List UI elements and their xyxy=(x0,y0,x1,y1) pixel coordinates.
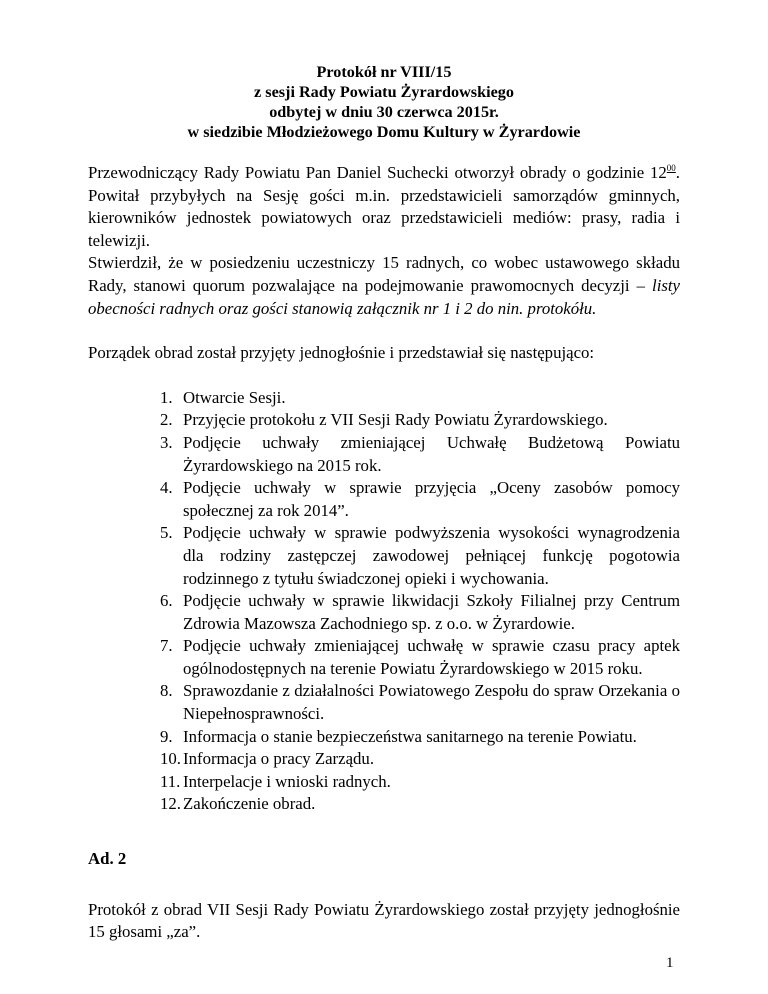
attendance-note: listy obecności radnych oraz gości stanowią załącznik nr 1 i 2 do nin. protokółu. xyxy=(88,275,680,318)
agenda-item xyxy=(88,793,680,816)
session-name: z sesji Rady Powiatu Żyrardowskiego xyxy=(254,83,514,101)
agenda-item xyxy=(88,771,680,794)
agenda-item xyxy=(88,432,680,477)
agenda-item-text: Informacja o pracy Zarządu. xyxy=(183,749,375,769)
opening-minutes: 00 xyxy=(666,163,676,173)
protocol-number: Protokół nr VIII/15 xyxy=(316,63,452,81)
agenda-item xyxy=(88,522,680,590)
agenda-item-number: 7. xyxy=(160,636,173,656)
section-body: Protokół z obrad VII Sesji Rady Powiatu Żyrardowskiego został przyjęty jednogłośnie 15 głosami „za”. xyxy=(88,899,680,942)
agenda-item xyxy=(88,748,680,771)
section-heading: Ad. 2 xyxy=(88,849,127,869)
agenda-item-number: 3. xyxy=(160,432,173,452)
agenda-item xyxy=(88,409,680,432)
agenda-item-text: Przyjęcie protokołu z VII Sesji Rady Powiatu Żyrardowskiego. xyxy=(183,410,608,430)
agenda-item-number: 1. xyxy=(160,387,173,407)
agenda-item-number: 8. xyxy=(160,681,173,701)
document-page xyxy=(88,62,680,944)
agenda-item-text: Sprawozdanie z działalności Powiatowego Zespołu do spraw Orzekania o Niepełnosprawności. xyxy=(183,681,680,724)
agenda-item-text: Zakończenie obrad. xyxy=(183,794,316,814)
quorum-text: Stwierdził, że w posiedzeniu uczestniczy 15 radnych, co wobec ustawowego składu Rady, stanowi quorum pozwalające na podejmowanie prawomocnych decyzji – xyxy=(88,253,680,295)
agenda-item xyxy=(88,680,680,725)
agenda-item-text: Podjęcie uchwały w sprawie podwyższenia wysokości wynagrodzenia dla rodziny zastępczej zawodowej pełniącej funkcję pogotowia rodzinnego z tytułu świadczonej opieki i wychowania. xyxy=(183,523,680,588)
agenda-item-text: Otwarcie Sesji. xyxy=(183,387,286,407)
opening-text: Przewodniczący Rady Powiatu Pan Daniel Suchecki otworzył obrady o godzinie 12 xyxy=(88,163,667,182)
agenda-item-number: 6. xyxy=(160,591,173,611)
agenda-item-number: 4. xyxy=(160,478,173,498)
session-date: odbytej w dniu 30 czerwca 2015r. xyxy=(269,103,499,121)
agenda-item-number: 11. xyxy=(160,771,181,791)
document-header xyxy=(88,62,680,142)
agenda-item xyxy=(88,726,680,749)
agenda-item-text: Podjęcie uchwały zmieniającej uchwałę w sprawie czasu pracy aptek ogólnodostępnych na terenie Powiatu Żyrardowskiego w 2015 roku. xyxy=(183,636,680,678)
agenda-item-text: Podjęcie uchwały w sprawie przyjęcia „Oceny zasobów pomocy społecznej za rok 2014”. xyxy=(183,478,680,520)
session-location: w siedzibie Młodzieżowego Domu Kultury w Żyrardowie xyxy=(187,123,581,141)
page-number: 1 xyxy=(666,955,674,971)
agenda-item-number: 9. xyxy=(160,726,173,746)
agenda-item-number: 12. xyxy=(160,794,181,814)
agenda-item-text: Informacja o stanie bezpieczeństwa sanitarnego na terenie Powiatu. xyxy=(183,726,637,746)
agenda-item-number: 5. xyxy=(160,523,173,543)
quorum-paragraph xyxy=(88,252,680,320)
agenda-item-text: Interpelacje i wnioski radnych. xyxy=(183,771,391,791)
agenda-item xyxy=(88,477,680,522)
agenda-item xyxy=(88,387,680,410)
opening-text-cont: . Powitał przybyłych na Sesję gości m.in. przedstawicieli samorządów gminnych, kierowników jednostek powiatowych oraz przedstawicieli mediów: prasy, radia i telewizji. xyxy=(88,163,680,250)
opening-paragraph xyxy=(88,162,680,252)
agenda-intro: Porządek obrad został przyjęty jednogłośnie i przedstawiał się następująco: xyxy=(88,343,595,363)
agenda-item-text: Podjęcie uchwały w sprawie likwidacji Szkoły Filialnej przy Centrum Zdrowia Mazowsza Zachodniego sp. z o.o. w Żyrardowie. xyxy=(183,591,680,633)
agenda-item xyxy=(88,635,680,680)
agenda-item-number: 2. xyxy=(160,410,173,430)
agenda-item-text: Podjęcie uchwały zmieniającej Uchwałę Budżetową Powiatu Żyrardowskiego na 2015 rok. xyxy=(183,432,680,475)
agenda-list xyxy=(88,387,680,816)
agenda-item-number: 10. xyxy=(160,749,181,769)
agenda-item xyxy=(88,590,680,635)
